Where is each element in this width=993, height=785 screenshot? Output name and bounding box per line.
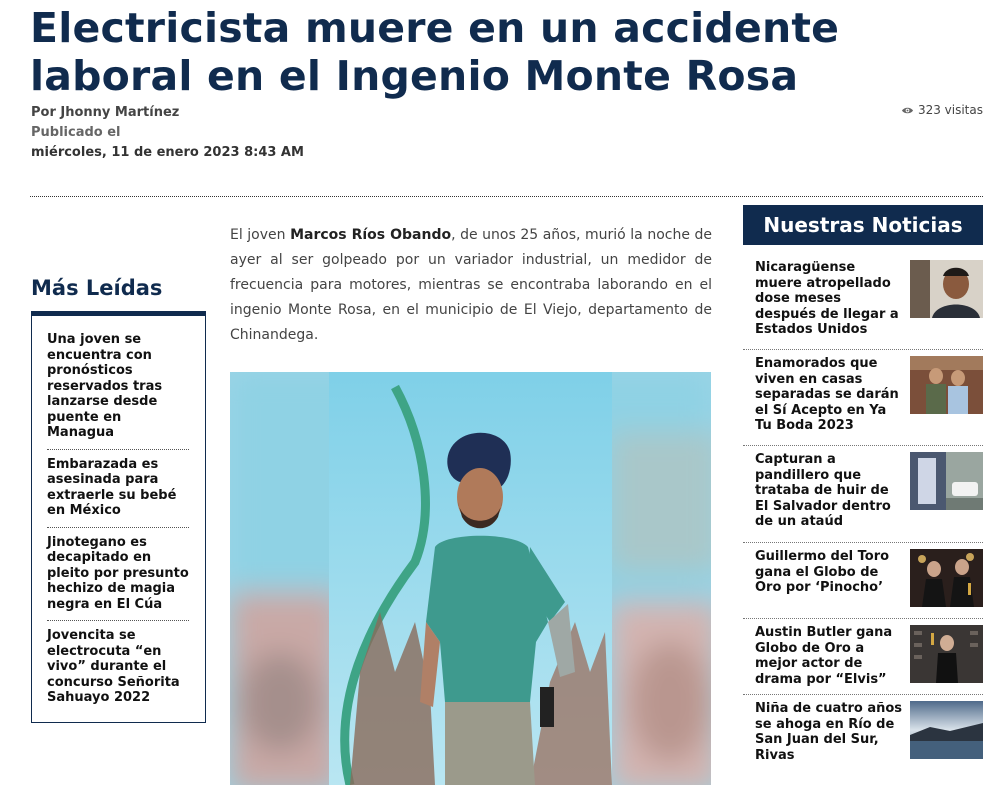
article-body	[230, 223, 712, 348]
news-title[interactable]: Nicaragüense muere atropellado dose meses después de llegar a Estados Unidos	[755, 260, 899, 337]
our-news-list	[743, 254, 983, 775]
body-person-name: Marcos Ríos Obando	[290, 227, 452, 243]
article-title: Electricista muere en un accidente laboral en el Ingenio Monte Rosa	[30, 4, 840, 100]
news-thumbnail[interactable]	[910, 701, 983, 759]
most-read-title: Más Leídas	[31, 276, 163, 300]
most-read-item[interactable]: Jovencita se electrocuta “en vivo” durante el concurso Señorita Sahuayo 2022	[47, 628, 180, 705]
news-item[interactable]	[743, 350, 983, 446]
header-divider	[30, 196, 983, 197]
news-item[interactable]	[743, 446, 983, 543]
article-photo	[230, 372, 711, 785]
most-read-item[interactable]: Una joven se encuentra con pronósticos reservados tras lanzarse desde puente en Managua	[47, 332, 189, 450]
body-rest: , de unos 25 años, murió la noche de ayer al ser golpeado por un variador industrial, un medidor de frecuencia para motores, mientras se encontraba laborando en el ingenio Monte Rosa, en el municipio de El Viejo, departamento de Chinandega.	[230, 227, 712, 343]
most-read-item[interactable]: Jinotegano es decapitado en pleito por presunto hechizo de magia negra en El Cúa	[47, 528, 189, 622]
news-thumbnail[interactable]	[910, 356, 983, 414]
news-title[interactable]: Capturan a pandillero que trataba de huir de El Salvador dentro de un ataúd	[755, 452, 891, 529]
news-item[interactable]	[743, 543, 983, 619]
view-count	[901, 103, 983, 117]
news-title[interactable]: Guillermo del Toro gana el Globo de Oro por ‘Pinocho’	[755, 549, 890, 595]
news-thumbnail[interactable]	[910, 452, 983, 510]
most-read-item[interactable]: Embarazada es asesinada para extraerle su bebé en México	[47, 450, 189, 528]
published-label: Publicado el	[31, 125, 121, 140]
news-title[interactable]: Austin Butler gana Globo de Oro a mejor actor de drama por “Elvis”	[755, 625, 893, 687]
published-date: miércoles, 11 de enero 2023 8:43 AM	[31, 145, 304, 160]
news-title[interactable]: Enamorados que viven en casas separadas se darán el Sí Acepto en Ya Tu Boda 2023	[755, 356, 899, 433]
news-item[interactable]	[743, 254, 983, 350]
news-title[interactable]: Niña de cuatro años se ahoga en Río de San Juan del Sur, Rivas	[755, 701, 903, 763]
news-thumbnail[interactable]	[910, 260, 983, 318]
eye-icon	[901, 106, 914, 115]
news-item[interactable]	[743, 695, 983, 775]
news-thumbnail[interactable]	[910, 549, 983, 607]
news-item[interactable]	[743, 619, 983, 695]
view-count-text: 323 visitas	[917, 103, 983, 117]
byline: Por Jhonny Martínez	[31, 105, 180, 120]
body-intro: El joven	[230, 227, 291, 243]
most-read-list	[31, 311, 206, 723]
article-meta	[31, 103, 304, 163]
news-thumbnail[interactable]	[910, 625, 983, 683]
our-news-header: Nuestras Noticias	[743, 205, 983, 245]
